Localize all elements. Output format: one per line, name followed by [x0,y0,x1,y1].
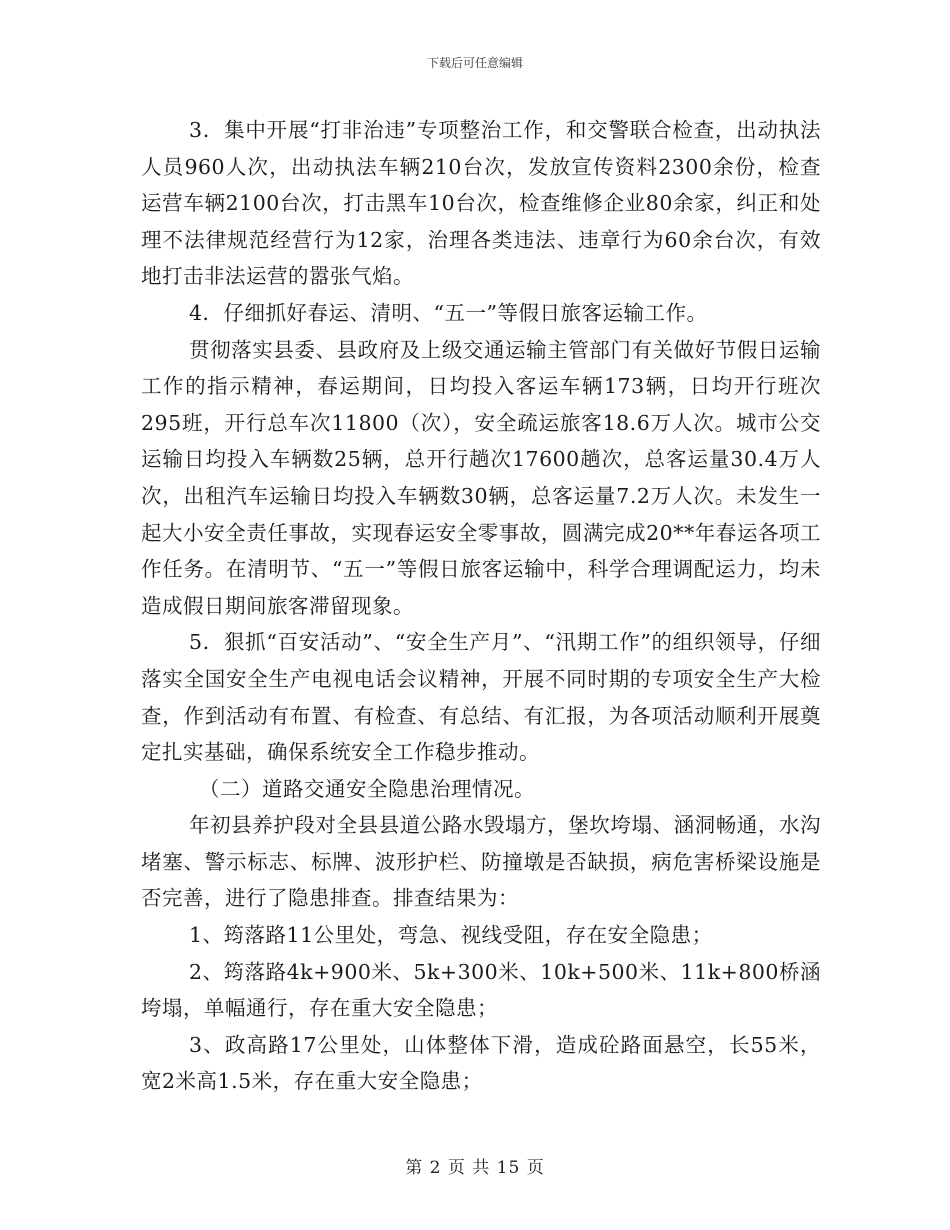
paragraph-item-4: 4．仔细抓好春运、清明、“五一”等假日旅客运输工作。 [189,300,708,325]
hazard-item-2: 2、筠落路4k+900米、5k+300米、10k+500米、11k+800桥涵垮塌，单幅通行，存在重大安全隐患； [141,959,821,1021]
paragraph-spring-transport: 贯彻落实县委、县政府及上级交通运输主管部门有关做好节假日运输工作的指示精神，春运期间，日均投入客运车辆173辆，日均开行班次295班，开行总车次11800（次），安全疏运旅客18.6万人次。城市公交运输日均投入车辆数25辆，总开行趟次17600趟次，总客运量30.4万人次，出租汽车运输日均投入车辆数30辆，总客运量7.2万人次。未发生一起大小安全责任事故，实现春运安全零事故，圆满完成20**年春运各项工作任务。在清明节、“五一”等假日旅客运输中，科学合理调配运力，均未造成假日期间旅客滞留现象。 [141,337,821,618]
paragraph-item-5: 5．狠抓“百安活动”、“安全生产月”、“汛期工作”的组织领导，仔细落实全国安全生产电视电话会议精神，开展不同时期的专项安全生产大检查，作到活动有布置、有检查、有总结、有汇报，为各项活动顺利开展奠定扎实基础，确保系统安全工作稳步推动。 [141,630,821,765]
hazard-item-1: 1、筠落路11公里处，弯急、视线受阻，存在安全隐患； [189,923,713,948]
section-heading-2: （二）道路交通安全隐患治理情况。 [199,776,535,801]
document-body [141,112,821,1100]
paragraph-item-3: 3．集中开展“打非治违”专项整治工作，和交警联合检查，出动执法人员960人次，出动执法车辆210台次，发放宣传资料2300余份，检查运营车辆2100台次，打击黑车10台次，检查维修企业80余家，纠正和处理不法律规范经营行为12家，治理各类违法、违章行为60余台次，有效地打击非法运营的嚣张气焰。 [141,118,821,289]
hazard-item-3: 3、政高路17公里处，山体整体下滑，造成砼路面悬空，长55米，宽2米高1.5米，存在重大安全隐患； [141,1032,821,1094]
page-number-footer: 第 2 页 共 15 页 [405,1158,545,1178]
page-header: 下载后可任意编辑 [426,56,523,70]
paragraph-hazard-survey: 年初县养护段对全县县道公路水毁塌方，堡坎垮塌、涵洞畅通，水沟堵塞、警示标志、标牌、波形护栏、防撞墩是否缺损，病危害桥梁设施是否完善，进行了隐患排查。排查结果为： [141,813,821,911]
